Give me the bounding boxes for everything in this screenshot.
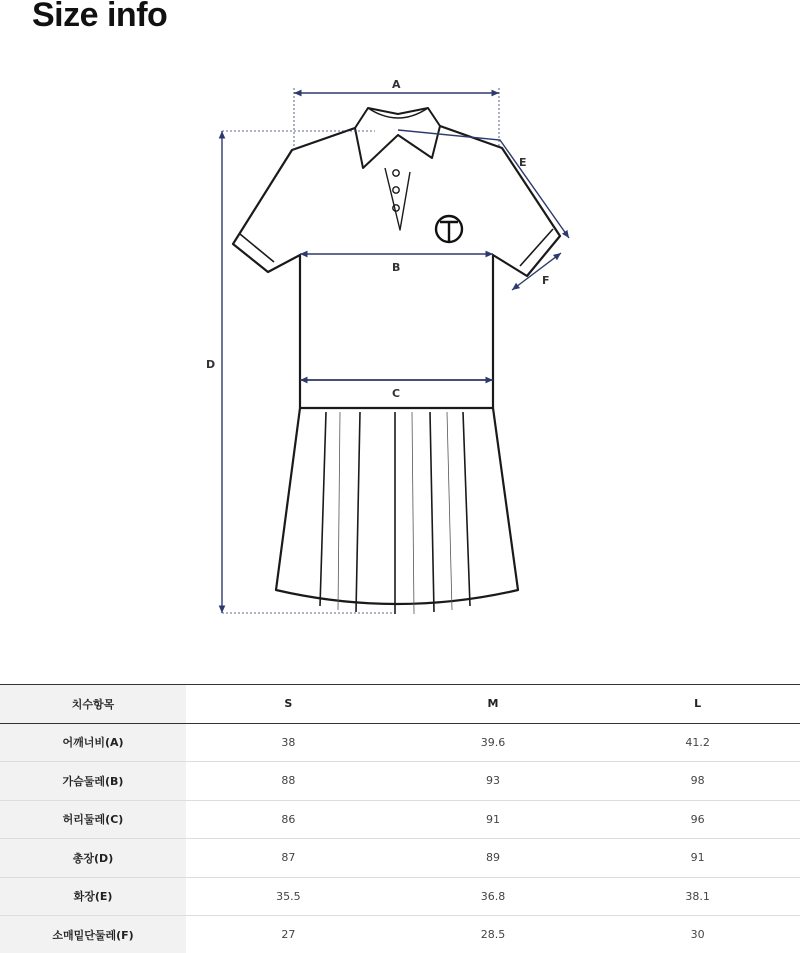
label-a: A — [392, 78, 401, 91]
cell-value: 41.2 — [595, 723, 800, 762]
cell-value: 96 — [595, 800, 800, 839]
logo-icon — [436, 216, 462, 242]
table-row — [0, 800, 800, 839]
row-label: 허리둘레(C) — [0, 800, 186, 839]
placket-buttons — [393, 170, 399, 211]
header-label: 치수항목 — [0, 685, 186, 724]
label-c: C — [392, 387, 401, 400]
label-d: D — [206, 358, 216, 371]
label-e: E — [519, 156, 527, 169]
table-header-row — [0, 685, 800, 724]
table-row — [0, 916, 800, 953]
table-row — [0, 877, 800, 916]
cell-value: 35.5 — [186, 877, 391, 916]
cell-value: 38 — [186, 723, 391, 762]
cell-value: 28.5 — [391, 916, 596, 953]
table-row — [0, 762, 800, 801]
row-label: 가슴둘레(B) — [0, 762, 186, 801]
row-label: 화장(E) — [0, 877, 186, 916]
cell-value: 93 — [391, 762, 596, 801]
cell-value: 38.1 — [595, 877, 800, 916]
dress-outline — [233, 108, 560, 614]
cell-value: 91 — [391, 800, 596, 839]
table-row — [0, 723, 800, 762]
label-b: B — [392, 261, 401, 274]
header-size-m: M — [391, 685, 596, 724]
cell-value: 87 — [186, 839, 391, 878]
table-row — [0, 839, 800, 878]
row-label: 어깨너비(A) — [0, 723, 186, 762]
cell-value: 39.6 — [391, 723, 596, 762]
header-size-l: L — [595, 685, 800, 724]
cell-value: 86 — [186, 800, 391, 839]
cell-value: 27 — [186, 916, 391, 953]
page-title: Size info — [32, 0, 168, 34]
cell-value: 88 — [186, 762, 391, 801]
header-size-s: S — [186, 685, 391, 724]
size-table — [0, 684, 800, 953]
cell-value: 91 — [595, 839, 800, 878]
cell-value: 36.8 — [391, 877, 596, 916]
cell-value: 89 — [391, 839, 596, 878]
row-label: 총장(D) — [0, 839, 186, 878]
row-label: 소매밑단둘레(F) — [0, 916, 186, 953]
cell-value: 30 — [595, 916, 800, 953]
dress-size-diagram — [0, 60, 800, 630]
label-f: F — [542, 274, 550, 287]
cell-value: 98 — [595, 762, 800, 801]
